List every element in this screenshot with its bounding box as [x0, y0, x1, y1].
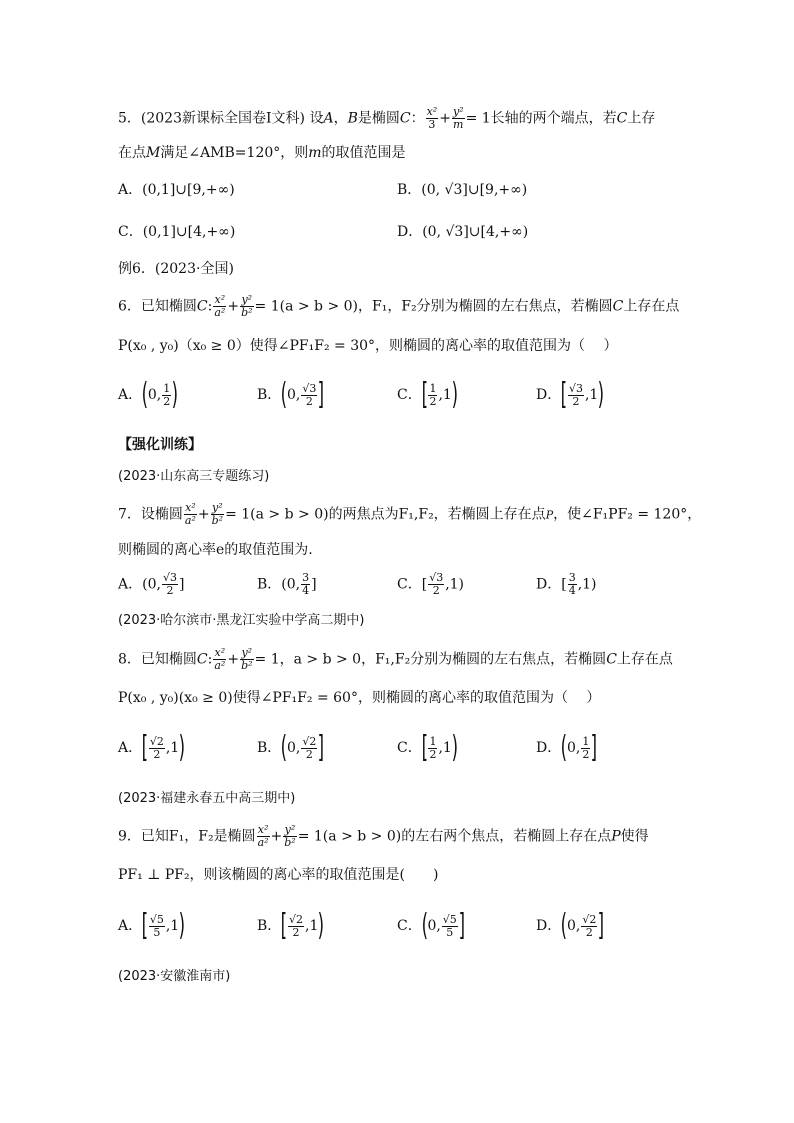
q7-source: (2023·山东高三专题练习): [118, 469, 270, 484]
example-6-heading: 例6．(2023·全国): [118, 261, 234, 277]
q8-option-a-den: 2: [153, 747, 161, 761]
q6-option-d-rbracket: ): [597, 377, 605, 412]
q6-option-d-label: D．: [536, 387, 562, 403]
q5-c: C: [399, 110, 411, 127]
q7-point-p: P: [545, 508, 554, 522]
q7-prefix: 7．设椭圆: [118, 506, 183, 523]
q7-option-b-frac: [301, 572, 310, 597]
q7-option-a-pre: A．(0,: [118, 576, 161, 593]
q8-option-b-lbracket: (: [280, 730, 288, 765]
q5-point-a: A: [323, 110, 334, 127]
q8-option-a-frac: [149, 736, 165, 761]
q7-frac-y-num: y²: [212, 501, 223, 514]
q9-option-a-label: A．: [118, 918, 143, 934]
q9-frac-x: [257, 824, 270, 849]
q7-option-a-den: 2: [166, 584, 174, 597]
q9-frac-y-num: y²: [284, 823, 296, 836]
q6-option-a-den: 2: [163, 394, 171, 408]
q6-option-b-label: B．: [257, 387, 282, 403]
q9-line2: PF₁ ⊥ PF₂，则该椭圆的离心率的取值范围是( ): [118, 867, 439, 883]
q5-frac-y: [452, 106, 465, 131]
q8-option-b-num: √2: [302, 734, 317, 748]
q9-option-a-rbracket: ): [178, 908, 186, 943]
q8-option-c-lbracket: [: [421, 730, 428, 765]
q6-frac-x-num: x²: [214, 293, 226, 306]
q8-c2: C: [606, 651, 617, 668]
q9-frac-x-den: a²: [257, 836, 269, 849]
q8-option-d-den: 2: [582, 747, 590, 761]
q8-frac-y: [240, 647, 253, 672]
q5-frac-x: [426, 106, 439, 131]
q8-c: C: [196, 651, 208, 668]
q6-option-c-lbracket: [: [421, 377, 428, 412]
q9-option-d-frac: [581, 914, 597, 939]
q9-frac-x-num: x²: [257, 823, 269, 836]
q9-plus: +: [270, 828, 283, 845]
q8-frac-y-num: y²: [241, 646, 253, 659]
q6-c2: C: [612, 298, 624, 315]
q9-option-c-zero: 0,: [427, 918, 441, 934]
q7-option-d-num: 3: [568, 571, 576, 584]
q6-line2: P(x₀ , y₀)（x₀ ≥ 0）使得∠PF₁F₂ = 30°，则椭圆的离心率的取值范围为（ ）: [118, 338, 618, 354]
q7-plus: +: [197, 506, 210, 523]
q6-option-a-label: A．: [118, 387, 143, 403]
q9-option-c-lbracket: (: [421, 908, 428, 943]
q7-option-a-post: ]: [178, 576, 185, 593]
q6-option-a-frac: [162, 383, 171, 408]
q6-frac-y-num: y²: [241, 293, 253, 306]
q9-line1: [118, 824, 649, 849]
q8-option-c-rbracket: ): [451, 730, 458, 765]
q6-frac-x-den: a²: [214, 306, 226, 319]
q8-option-c-one: ,1: [438, 740, 452, 756]
q6-option-c-label: C．: [397, 387, 422, 403]
q7-option-d: [536, 572, 597, 597]
q7-option-c-den: 2: [432, 584, 440, 597]
q6-option-d-frac: [568, 383, 584, 408]
q5-frac-x-num: x²: [426, 105, 438, 118]
q7-line1: [118, 502, 701, 527]
q8-option-a-one: ,1: [165, 740, 180, 756]
q9-option-d: [536, 908, 605, 943]
q6-frac-y-den: b²: [241, 306, 253, 319]
q5-c2: C: [616, 110, 628, 127]
q8-option-a-lbracket: [: [141, 730, 149, 765]
q8-option-c: [397, 730, 458, 765]
q6-option-d-one: ,1: [584, 387, 599, 403]
q6-option-b-den: 2: [305, 394, 313, 408]
q9-option-c-den: 5: [446, 925, 454, 939]
q5-eq: = 1长轴的两个端点，若: [465, 110, 617, 127]
q6-eq: = 1(a > b > 0): [254, 298, 359, 315]
q9-option-a-num: √5: [149, 912, 164, 926]
q8-option-a: [118, 730, 186, 765]
q7-option-c-num: √3: [429, 571, 444, 584]
q9-option-b-frac: [288, 914, 304, 939]
q8-plus: +: [227, 651, 240, 668]
q8-line2: P(x₀ , y₀)(x₀ ≥ 0)使得∠PF₁F₂ = 60°，则椭圆的离心率的取值范围为（ ）: [118, 690, 601, 706]
q9-line1-c: 使得: [620, 828, 649, 845]
q8-option-c-frac: [428, 736, 437, 761]
q5-line2-a: 在点: [118, 145, 146, 161]
q7-option-b: [257, 572, 317, 597]
q8-option-c-label: C．: [397, 740, 422, 756]
q9-option-b-rbracket: ): [318, 908, 325, 943]
q8-option-d-lbracket: (: [560, 730, 568, 765]
q7-frac-x-den: a²: [184, 514, 196, 527]
q5-m-point: M: [146, 145, 161, 161]
q9-source: (2023·福建永春五中高三期中): [118, 791, 296, 806]
q5-option-a: A．(0,1]∪[9,+∞): [118, 182, 235, 198]
q9-frac-y-den: b²: [284, 836, 296, 849]
q5-tail: 上存: [627, 110, 656, 127]
q8-option-c-den: 2: [429, 747, 437, 761]
q7-option-c-post: ,1): [445, 576, 465, 593]
q7-line2: 则椭圆的离心率e的取值范围为.: [118, 542, 313, 558]
q8-option-b-label: B．: [257, 740, 282, 756]
q5-option-d: D．(0, √3]∪[4,+∞): [397, 224, 529, 240]
q8-line1: [118, 647, 673, 672]
q6-option-b-num: √3: [302, 381, 317, 395]
q9-option-c-rbracket: ]: [458, 908, 465, 943]
q9-option-d-rbracket: ]: [597, 908, 605, 943]
q6-option-b-zero: 0,: [287, 387, 301, 403]
q9-option-b-num: √2: [289, 912, 304, 926]
q5-line2: [118, 143, 406, 163]
q8-frac-x: [213, 647, 226, 672]
q6-frac-y: [240, 294, 253, 319]
q7-option-b-pre: B．(0,: [257, 576, 301, 593]
q8-option-a-num: √2: [149, 734, 164, 748]
q7-option-b-num: 3: [302, 571, 310, 584]
q9-option-a-one: ,1: [165, 918, 180, 934]
q8-option-b-rbracket: ]: [318, 730, 325, 765]
q6-colon: :: [207, 298, 213, 315]
q8-option-b-frac: [301, 736, 317, 761]
q6-option-d-lbracket: [: [560, 377, 568, 412]
q9-point-p: P: [611, 828, 621, 845]
q7-line1-c: ，使∠F₁PF₂ = 120°，: [553, 506, 702, 523]
q9-option-a-lbracket: [: [141, 908, 149, 943]
q8-source: (2023·哈尔滨市·黑龙江实验中学高二期中): [118, 613, 365, 628]
q7-option-a-num: √3: [162, 571, 177, 584]
q9-option-a-den: 5: [153, 925, 161, 939]
q5-option-c: C．(0,1]∪[4,+∞): [118, 224, 236, 240]
q5-point-b: B: [347, 110, 358, 127]
q9-option-a: [118, 908, 186, 943]
q5-m-var: m: [308, 145, 322, 161]
q6-c: C: [196, 298, 208, 315]
q7-frac-y-den: b²: [211, 514, 224, 527]
q9-option-c-num: √5: [442, 912, 457, 926]
q8-option-d-label: D．: [536, 740, 562, 756]
q6-line1-c: 上存在点: [623, 298, 680, 315]
q9-option-b-label: B．: [257, 918, 282, 934]
q9-option-d-lbracket: (: [560, 908, 568, 943]
q8-option-d: [536, 730, 598, 765]
q6-option-a-rbracket: ): [171, 377, 179, 412]
q6-option-a-lbracket: (: [141, 377, 149, 412]
q8-option-a-rbracket: ): [178, 730, 186, 765]
q6-option-d-den: 2: [572, 394, 580, 408]
q9-option-c: [397, 908, 465, 943]
q9-option-c-frac: [442, 914, 458, 939]
q7-option-b-den: 4: [302, 584, 310, 597]
q8-frac-x-num: x²: [214, 646, 226, 659]
q10-source: (2023·安徽淮南市): [118, 969, 231, 984]
q6-line1-b: ，F₁，F₂分别为椭圆的左右焦点，若椭圆: [358, 298, 613, 315]
q8-option-d-rbracket: ]: [590, 730, 598, 765]
q6-line1: [118, 294, 679, 319]
q9-option-b: [257, 908, 325, 943]
q5-frac-y-den: m: [453, 118, 464, 131]
q7-eq: = 1(a > b > 0): [225, 506, 329, 523]
q6-option-c-frac: [428, 383, 437, 408]
q9-option-d-zero: 0,: [566, 918, 581, 934]
q9-option-a-frac: [149, 914, 165, 939]
q9-prefix: 9．已知F₁，F₂是椭圆: [118, 828, 256, 845]
q8-option-b: [257, 730, 325, 765]
q5-line2-c: 的取值范围是: [321, 145, 406, 161]
q8-frac-x-den: a²: [214, 659, 226, 672]
q5-prefix: 5．(2023新课标全国卷Ⅰ文科) 设: [118, 110, 324, 127]
q6-option-a-num: 1: [163, 381, 171, 395]
q9-option-b-lbracket: [: [280, 908, 288, 943]
q8-option-d-num: 1: [582, 734, 590, 748]
q5-colon: ：: [410, 110, 425, 127]
q8-option-c-num: 1: [429, 734, 437, 748]
q6-option-a: [118, 377, 179, 412]
q6-option-c-rbracket: ): [451, 377, 458, 412]
q7-frac-x-num: x²: [185, 501, 196, 514]
q6-option-b-rbracket: ]: [318, 377, 325, 412]
q7-frac-y: [211, 502, 224, 527]
q5-frac-x-den: 3: [428, 118, 436, 131]
training-heading: 【强化训练】: [118, 437, 202, 453]
q8-frac-y-den: b²: [241, 659, 253, 672]
q6-option-a-zero: 0,: [147, 387, 162, 403]
q7-option-c: [397, 572, 464, 597]
q6-option-c-num: 1: [429, 381, 437, 395]
q9-line1-b: 的左右两个焦点，若椭圆上存在点: [401, 828, 612, 845]
q8-option-b-zero: 0,: [287, 740, 301, 756]
q8-option-a-label: A．: [118, 740, 143, 756]
q5-line1: [118, 106, 655, 131]
q7-option-d-pre: D．[: [536, 576, 567, 593]
q8-line1-c: 上存在点: [616, 651, 673, 668]
q5-frac-y-num: y²: [452, 105, 464, 118]
q7-option-b-post: ]: [311, 576, 317, 593]
q6-plus: +: [227, 298, 240, 315]
q6-option-b: [257, 377, 325, 412]
q9-option-b-den: 2: [292, 925, 300, 939]
q7-option-c-pre: C．[: [397, 576, 428, 593]
q6-frac-x: [213, 294, 226, 319]
q5-mid: 是椭圆: [357, 110, 400, 127]
q8-option-d-frac: [581, 736, 590, 761]
q9-option-d-num: √2: [582, 912, 597, 926]
q6-option-c-den: 2: [429, 394, 437, 408]
q6-option-d: [536, 377, 605, 412]
q6-option-c-one: ,1: [438, 387, 452, 403]
q6-option-c: [397, 377, 458, 412]
q6-prefix: 6．已知椭圆: [118, 298, 197, 315]
q8-option-b-den: 2: [305, 747, 313, 761]
q7-line1-b: 的两焦点为F₁,F₂，若椭圆上存在点: [328, 506, 546, 523]
q8-prefix: 8．已知椭圆: [118, 651, 197, 668]
q5-line2-b: 满足∠AMB=120°，则: [160, 145, 309, 161]
q5-sep: ，: [333, 110, 348, 127]
q7-option-a-frac: [162, 572, 178, 597]
q8-colon: :: [207, 651, 213, 668]
q5-plus: +: [439, 110, 451, 127]
q6-option-b-lbracket: (: [280, 377, 288, 412]
q9-option-b-one: ,1: [305, 918, 319, 934]
q6-option-b-frac: [301, 383, 317, 408]
q7-option-a: [118, 572, 184, 597]
q8-eq: = 1，a > b > 0，F₁,F₂分别为椭圆的左右焦点，若椭圆: [254, 651, 607, 668]
q7-frac-x: [184, 502, 197, 527]
q7-option-d-den: 4: [568, 584, 576, 597]
q9-option-d-den: 2: [585, 925, 593, 939]
q7-option-d-frac: [568, 572, 577, 597]
q7-option-d-post: ,1): [577, 576, 597, 593]
q7-option-c-frac: [428, 572, 444, 597]
q9-frac-y: [283, 824, 296, 849]
q5-option-b: B．(0, √3]∪[9,+∞): [397, 182, 528, 198]
q9-option-c-label: C．: [397, 918, 422, 934]
q6-option-d-num: √3: [568, 381, 583, 395]
q8-option-d-zero: 0,: [566, 740, 581, 756]
q9-option-d-label: D．: [536, 918, 562, 934]
q9-eq: = 1(a > b > 0): [297, 828, 402, 845]
